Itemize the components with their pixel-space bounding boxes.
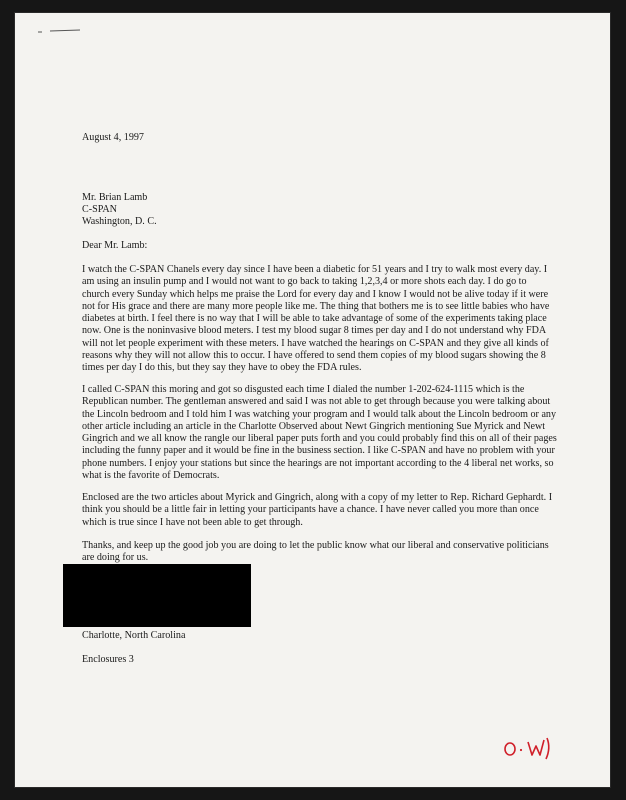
paragraph-4 — [82, 540, 549, 565]
top-left-pen-mark — [36, 26, 84, 36]
paragraph-line: phone numbers. I enjoy your stations but since the hearings are not important according to the 4 liberal net works, so — [82, 457, 554, 469]
paragraph-line: church every Sunday which helps me praise the Lord for every day and I know I would not be alive today if it were — [82, 288, 549, 300]
paragraph-line: am using an insulin pump and I would not want to go back to taking 1,2,3,4 or more shots each day. I do go to — [82, 276, 527, 288]
salutation: Dear Mr. Lamb: — [82, 240, 148, 251]
paragraph-line: other article including an article in the Charlotte Observed about Newt Gingrich mentioning Sue Myrick and Newt — [82, 420, 546, 432]
paragraph-line: think you should be a little fair in letting your participants have a chance. I have never called you more than once — [82, 504, 539, 516]
letter-date: August 4, 1997 — [82, 132, 144, 143]
paragraph-line: including the funny paper and it would be fine in the business section. I like C-SPAN and have no problem with your — [82, 445, 555, 457]
handwritten-initials — [502, 734, 554, 762]
paragraph-line: Gingrich and we all know the rangle our liberal paper puts forth and you could probably find this on all of their pages — [82, 433, 557, 445]
enclosures-line: Enclosures 3 — [82, 654, 134, 665]
paragraph-line: the Lincoln bedroom and I told him I was watching your program and I would talk about the Lincoln bedroom or any — [82, 408, 557, 420]
paragraph-line: Enclosed are the two articles about Myrick and Gingrich, along with a copy of my letter to Rep. Richard Gephardt. I — [82, 492, 553, 503]
recipient-city: Washington, D. C. — [82, 216, 157, 227]
paragraph-line: Republican number. The gentleman answered and said I was not able to get through because you were talking about — [82, 396, 551, 408]
paragraph-2 — [82, 384, 557, 482]
paragraph-line: reasons why they will not allow this to occur. I have offered to send them copies of my blood sugars showing the 8 — [82, 350, 546, 362]
paragraph-line: will not let people experiment with these meters. I have watched the hearings on C-SPAN and they give all kinds of — [82, 337, 549, 349]
paragraph-line: diabetes at birth. I feel there is no way that I will be able to take advantage of some of the experiments taking place — [82, 313, 547, 325]
sender-city: Charlotte, North Carolina — [82, 630, 186, 641]
paragraph-line: times per day I do this, but they say they have to obey the FDA rules. — [82, 362, 362, 374]
paragraph-1 — [82, 264, 549, 375]
paragraph-line: I watch the C-SPAN Chanels every day since I have been a diabetic for 51 years and I try to walk most every day. I — [82, 264, 548, 275]
paragraph-line: are doing for us. — [82, 552, 149, 564]
paragraph-line: what is the favorite of Democrats. — [82, 470, 220, 482]
recipient-name: Mr. Brian Lamb — [82, 192, 148, 203]
paragraph-line: not for His grace and there are many more people like me. The thing that bothers me is to see little babies who have — [82, 300, 550, 312]
redaction-block — [63, 564, 251, 627]
recipient-org: C-SPAN — [82, 204, 117, 215]
letter-page — [14, 12, 611, 788]
paragraph-line: now. One is the noninvasive blood meters. I test my blood sugar 8 times per day and I do not understand why FDA — [82, 325, 547, 337]
paragraph-3 — [82, 492, 552, 529]
paragraph-line: I called C-SPAN this moring and got so disgusted each time I dialed the number 1-202-624-1115 which is the — [82, 384, 525, 395]
paragraph-line: Thanks, and keep up the good job you are doing to let the public know what our liberal and conservative politicians — [82, 540, 549, 551]
paragraph-line: which is true since I have not been able to get through. — [82, 516, 303, 528]
